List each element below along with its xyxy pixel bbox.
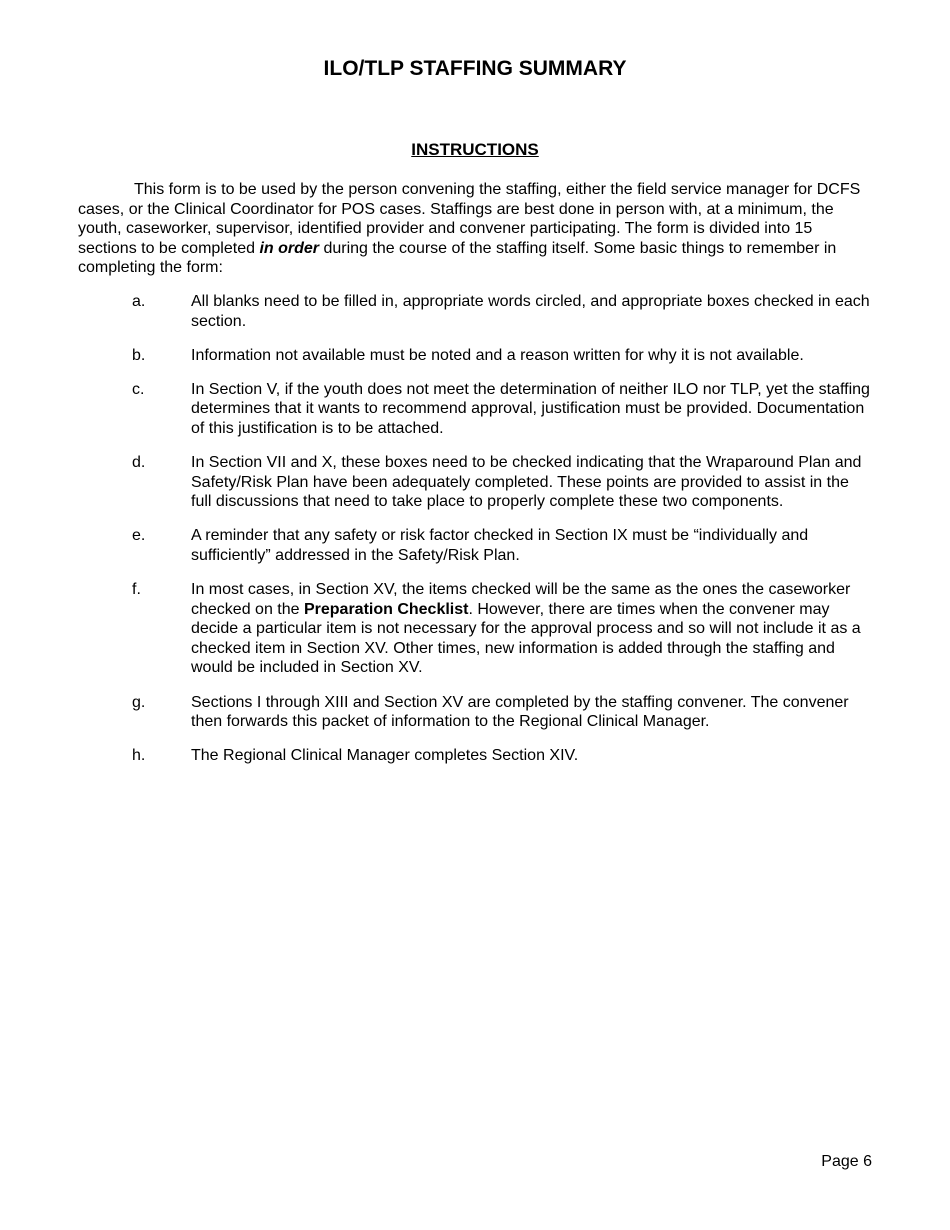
page-number: Page 6 [821,1153,872,1170]
item-letter: e. [132,527,146,545]
intro-text-start: This form is to be used by the person convening the staffing, either the field service manager for DCFS cases, or the Clinical Coordinator for POS cases. Staffings are best done in person with, at a minimum, the youth, caseworker, supervisor, identified provider and convener participating. The form is divided into 15 sections to be completed [78,181,861,257]
list-item [78,453,870,512]
item-text: A reminder that any safety or risk factor checked in Section IX must be “individually and sufficiently” addressed in the Safety/Risk Plan. [191,527,809,564]
instructions-list [78,292,870,780]
intro-emphasis: in order [259,239,319,257]
item-letter: f. [132,581,141,599]
list-item [78,526,870,565]
item-text: Information not available must be noted and a reason written for why it is not available. [191,346,804,364]
item-text: The Regional Clinical Manager completes Section XIV. [191,747,579,765]
list-item [78,580,870,678]
list-item [78,346,870,366]
list-item [78,380,870,439]
item-letter: c. [132,380,145,398]
item-letter: h. [132,747,146,765]
item-letter: g. [132,693,146,711]
item-text-start: In most cases, in Section XV, the items checked will be the same as the ones the caseworker checked on the [191,581,851,618]
item-text: In Section VII and X, these boxes need to be checked indicating that the Wraparound Plan and Safety/Risk Plan have been adequately completed. These points are provided to assist in the full discussions that need to take place to properly complete these two components. [191,454,862,511]
item-text: Sections I through XIII and Section XV are completed by the staffing convener. The convener then forwards this packet of information to the Regional Clinical Manager. [191,693,849,731]
list-item [78,292,870,331]
document-title: ILO/TLP STAFFING SUMMARY [323,57,627,80]
item-letter: b. [132,346,146,364]
instructions-heading: INSTRUCTIONS [411,140,539,159]
intro-text-end: during the course of the staffing itself. Some basic things to remember in completing the form: [78,239,837,277]
intro-paragraph [78,180,870,278]
item-letter: a. [132,293,146,310]
preparation-checklist-ref: Preparation Checklist [303,600,469,618]
item-letter: d. [132,454,146,472]
list-item [78,746,870,766]
item-text-end: . However, there are times when the convener may decide a particular item is not necessary for the approval process and so will not include it as a checked item in Section XV. Other times, new information is added through the staffing and would be included in Section XV. [191,600,861,677]
item-text: All blanks need to be filled in, appropriate words circled, and appropriate boxes checked in each section. [191,293,870,330]
item-text [191,580,870,678]
item-text: In Section V, if the youth does not meet the determination of neither ILO nor TLP, yet the staffing determines that it wants to recommend approval, justification must be provided. Documentation of this justification is to be attached. [191,380,870,437]
list-item [78,693,870,732]
